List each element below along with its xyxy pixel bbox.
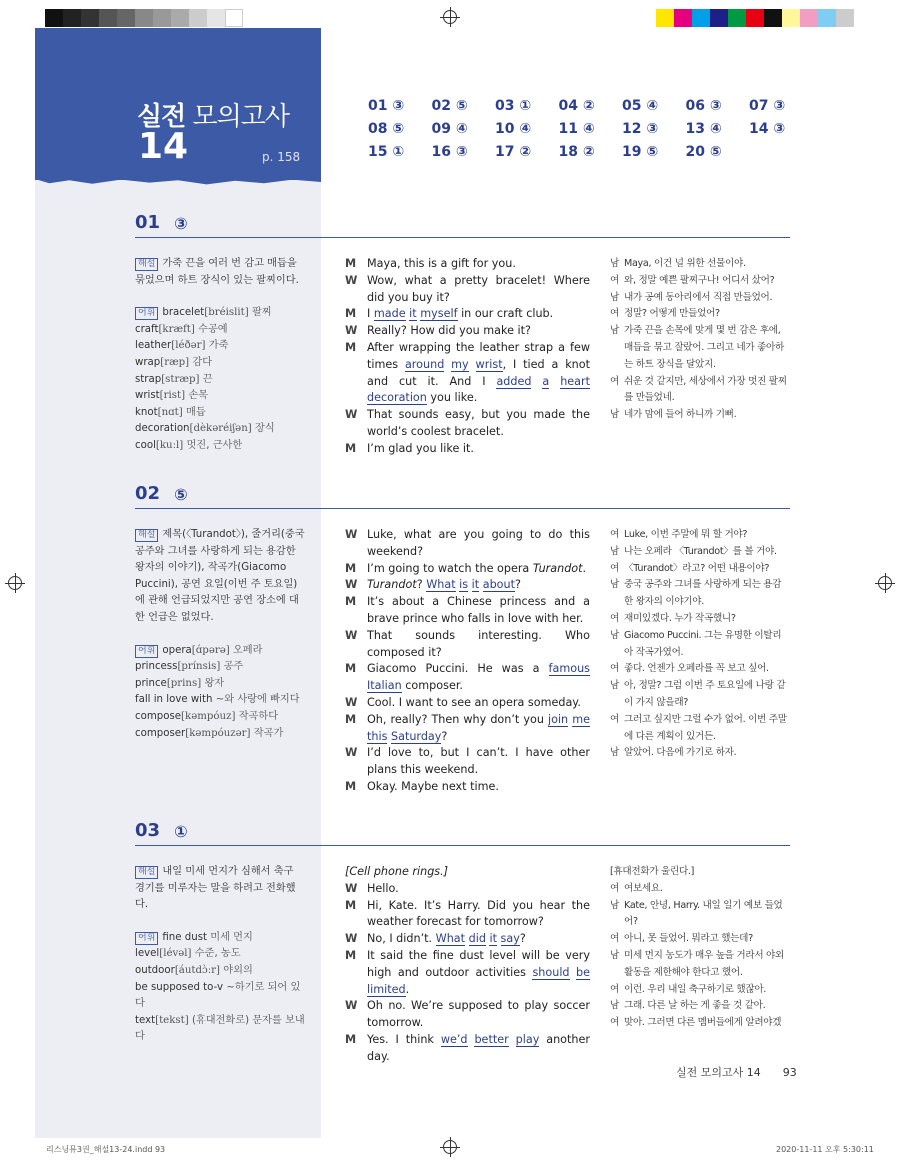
vocab-meaning: 작곡하다 [238, 710, 279, 722]
translation-line [610, 864, 790, 881]
translation-line [610, 628, 790, 662]
translation-text: 알았어. 다음에 가기로 하자. [624, 747, 737, 759]
answer-item: 02 ⑤ [431, 98, 468, 114]
answer-item: 06 ③ [685, 98, 722, 114]
translation-line [610, 577, 790, 611]
test-number: 14 [138, 126, 189, 167]
vocab-meaning: 감다 [192, 356, 213, 368]
vocab-pronunciation: [ɑ́pərə] [191, 644, 230, 656]
translation-line [610, 611, 790, 628]
translation-line [610, 948, 790, 982]
dialogue-line: W That sounds interesting. Who composed it? [345, 628, 590, 659]
vocab-word: wrap [135, 356, 161, 368]
explanation: 해설 내일 미세 먼지가 심해서 축구 경기를 미루자는 말을 하려고 전화했다. [135, 866, 296, 911]
translation-text: 정말? 어떻게 만들었어? [624, 308, 720, 320]
vocab-pronunciation: [kəmpóuzər] [185, 727, 251, 739]
dialogue-line: M Hi, Kate. It’s Harry. Did you hear the weather forecast for tomorrow? [345, 898, 590, 929]
translation-line [610, 982, 790, 999]
translation-text: 그래. 다른 날 하는 게 좋을 것 같아. [624, 1000, 766, 1012]
vocab-pronunciation: [nɑt] [157, 406, 183, 418]
vocab-word: bracelet [162, 307, 205, 319]
speaker-label: 여 [610, 713, 619, 725]
translation-text: 재미있겠다. 누가 작곡했니? [624, 612, 736, 624]
answer-item: 18 ② [558, 144, 595, 160]
translation-text: 그러고 싶지만 그럴 수가 없어. 이번 주말에 다른 계획이 있거든. [624, 713, 787, 742]
answer-item: 16 ③ [431, 144, 468, 160]
dialogue-line: W No, I didn’t. What did it say? [345, 932, 526, 946]
dialogue-line: M It said the fine dust level will be very high and outdoor activities should be limited. [345, 948, 590, 996]
vocab-pronunciation: [kəmpóuz] [181, 710, 236, 722]
dialogue-column [345, 256, 590, 458]
vocab-meaning: 작곡가 [253, 727, 284, 739]
translation-text: Luke, 이번 주말에 뭐 할 거야? [624, 529, 748, 540]
answer-item: 12 ③ [622, 121, 659, 137]
vocab-word: wrist [135, 390, 160, 402]
vocab-word: text [135, 1014, 156, 1026]
vocab-word: decoration [135, 423, 190, 435]
vocab-word: be supposed to-v [135, 981, 224, 993]
vocab-meaning: 팔찌 [251, 307, 272, 319]
crosshair-top-icon [443, 10, 457, 24]
translation-text: [휴대전화가 울린다.] [610, 866, 695, 877]
translation-text: 중국 공주와 그녀를 사랑하게 되는 용감한 왕자의 이야기야. [624, 579, 782, 608]
dialogue-line: W Luke, what are you going to do this weekend? [345, 528, 590, 558]
section-answer: ⑤ [174, 485, 188, 504]
answer-item: 10 ④ [495, 121, 532, 137]
translation-text: 가죽 끈을 손목에 맞게 몇 번 감은 후에, 매듭을 묶고 잘랐어. 그리고 네가 좋아하는 하트 장식을 달았지. [624, 325, 784, 370]
answer-item: 14 ③ [749, 121, 786, 137]
dialogue-line: W Hello. [345, 881, 399, 895]
translation-line [610, 931, 790, 948]
section-03 [135, 820, 790, 1063]
vocab-word: craft [135, 323, 159, 335]
vocab-item [135, 980, 305, 1013]
vocab-meaning: 수공예 [198, 323, 228, 335]
dialogue-line: W Turandot? What is it about? [345, 578, 521, 592]
translation-line [610, 407, 790, 424]
speaker-label: 여 [610, 562, 619, 574]
page-number: 93 [782, 1066, 797, 1079]
translation-text: Maya, 이건 널 위한 선물이야. [624, 258, 746, 269]
speaker-label: 남 [610, 680, 619, 692]
section-answer: ① [174, 822, 188, 841]
vocab-meaning: 멋진, 근사한 [186, 439, 243, 451]
section-number: 02 [135, 483, 161, 504]
translation-text: 쉬운 것 같지만, 세상에서 가장 멋진 팔찌를 만들었네. [624, 375, 787, 404]
dialogue-line: M I made it myself in our craft club. [345, 307, 554, 321]
vocab-item [135, 659, 305, 676]
answer-item: 03 ① [495, 98, 532, 114]
vocab-item [135, 405, 305, 422]
vocab-item [135, 643, 305, 660]
vocab-pronunciation: [dèkəréiʃən] [189, 423, 252, 435]
vocab-item [135, 338, 305, 355]
footer-title: 실전 모의고사 14 [676, 1066, 761, 1079]
vocab-item [135, 322, 305, 339]
speaker-label: 여 [610, 983, 619, 995]
translation-line [610, 712, 790, 746]
answer-item: 19 ⑤ [622, 144, 659, 160]
speaker-label: 남 [610, 899, 619, 911]
speaker-label: 여 [610, 308, 619, 320]
section-01 [135, 212, 790, 455]
vocab-item [135, 946, 305, 963]
dialogue-line: W Oh no. We’re supposed to play soccer tomorrow. [345, 999, 590, 1030]
vocab-pronunciation: [kræft] [158, 323, 195, 335]
answer-item: 05 ④ [622, 98, 659, 114]
dialogue-line: W Cool. I want to see an opera someday. [345, 695, 581, 709]
translation-line [610, 998, 790, 1015]
crosshair-right-icon [878, 576, 892, 590]
answer-item: 20 ⑤ [685, 144, 722, 160]
explanation: 해설 제목(〈Turandot〉), 줄거리(중국 공주와 그녀를 사랑하게 되는 용감한 왕자의 이야기), 작곡가(Giacomo Puccini), 공연 요일(이번 주 토요일)에 관해 언급되었지만 공연 장소에 대한 언급은 없었다. [135, 529, 305, 623]
answer-item: 13 ④ [685, 121, 722, 137]
vocab-meaning: 끈 [202, 373, 213, 385]
answer-key [368, 98, 798, 160]
answer-item: 08 ⑤ [368, 121, 405, 137]
section-answer: ③ [174, 214, 188, 233]
vocab-item [135, 676, 305, 693]
speaker-label: 여 [610, 529, 619, 540]
vocab-item [135, 388, 305, 405]
vocab-tag: 어휘 [135, 932, 158, 945]
explanation-column [135, 256, 305, 455]
vocab-word: princess [135, 661, 178, 673]
vocab-list [135, 305, 305, 454]
vocab-item [135, 963, 305, 980]
dialogue-line: M Okay. Maybe next time. [345, 779, 499, 793]
vocab-pronunciation: [áutdɔ̀ːr] [174, 964, 221, 976]
vocab-pronunciation: [prins] [166, 677, 202, 689]
vocab-meaning: ~하기로 되어 있다 [135, 981, 301, 1010]
vocab-item [135, 692, 305, 709]
vocab-meaning: 손목 [188, 390, 208, 402]
section-number: 03 [135, 820, 161, 841]
vocab-pronunciation: [bréislit] [204, 307, 249, 319]
speaker-label: 남 [610, 629, 619, 641]
vocab-list [135, 930, 305, 1046]
dialogue-line: M I’m glad you like it. [345, 441, 474, 455]
speaker-label: 여 [610, 612, 619, 624]
vocab-item [135, 930, 305, 947]
translation-text: Kate, 안녕, Harry. 내일 일기 예보 들었어? [624, 899, 783, 928]
dialogue-column [345, 527, 590, 796]
timestamp-slug: 2020-11-11 오후 5:30:11 [776, 1145, 874, 1154]
dialogue-line: W That sounds easy, but you made the world’s coolest bracelet. [345, 408, 590, 438]
translation-line [610, 898, 790, 932]
vocab-word: compose [135, 710, 182, 722]
translation-text: 내가 공예 동아리에서 직접 만들었어. [624, 291, 773, 303]
vocab-pronunciation: [léðər] [171, 340, 206, 352]
vocab-item [135, 438, 305, 455]
answer-item: 15 ① [368, 144, 405, 160]
explanation: 해설 가죽 끈을 여러 번 감고 매듭을 묶었으며 하트 장식이 있는 팔찌이다. [135, 258, 299, 286]
vocab-word: level [135, 948, 160, 960]
answer-item: 04 ② [558, 98, 595, 114]
file-slug: 리스닝뮤3권_해설13-24.indd 93 [46, 1145, 166, 1154]
vocab-word: fine dust [162, 931, 207, 943]
section-header [135, 483, 790, 509]
vocab-meaning: 오페라 [232, 644, 263, 656]
answer-item: 09 ④ [431, 121, 468, 137]
translation-line [610, 527, 790, 544]
translation-line [610, 678, 790, 712]
dialogue-line: M Giacomo Puccini. He was a famous Italian composer. [345, 662, 590, 693]
speaker-label: 여 [610, 1017, 619, 1029]
dialogue-line: M I’m going to watch the opera Turandot. [345, 561, 587, 575]
dialogue-line: W I’d love to, but I can’t. I have other plans this weekend. [345, 746, 590, 777]
vocab-tag: 어휘 [135, 645, 158, 658]
vocab-item [135, 709, 305, 726]
section-header [135, 820, 790, 846]
section-header [135, 212, 790, 238]
vocab-item [135, 305, 305, 322]
vocab-list [135, 643, 305, 743]
explain-tag: 해설 [135, 529, 158, 542]
answer-item: 07 ③ [749, 98, 786, 114]
dialogue-line: M Yes. I think we’d better play another day. [345, 1032, 590, 1063]
vocab-meaning: 공주 [223, 661, 244, 673]
vocab-item [135, 355, 305, 372]
answer-item: 01 ③ [368, 98, 405, 114]
vocab-word: knot [135, 406, 158, 418]
translation-column [610, 527, 790, 762]
dialogue-line: [Cell phone rings.] [345, 865, 449, 878]
vocab-pronunciation: [lévəl] [159, 948, 192, 960]
explanation-column [135, 864, 305, 1046]
vocab-item [135, 421, 305, 438]
speaker-label: 여 [610, 274, 619, 286]
speaker-label: 남 [610, 747, 619, 759]
vocab-meaning: 미세 먼지 [210, 931, 253, 943]
vocab-word: strap [135, 373, 162, 385]
translation-line [610, 745, 790, 762]
vocab-word: cool [135, 439, 156, 451]
translation-line [610, 544, 790, 561]
translation-column [610, 864, 790, 1032]
vocab-word: opera [162, 644, 192, 656]
speaker-label: 여 [610, 882, 619, 894]
vocab-meaning: ~와 사랑에 빠지다 [215, 694, 300, 706]
vocab-pronunciation: [kuːl] [155, 439, 184, 451]
explain-tag: 해설 [135, 866, 158, 879]
translation-text: 아, 정말? 그럼 이번 주 토요일에 나랑 같이 가지 않을래? [624, 680, 786, 708]
crosshair-left-icon [8, 576, 22, 590]
vocab-pronunciation: [stræp] [161, 373, 200, 385]
page-footer [676, 1064, 797, 1080]
registration-bar-color [656, 9, 854, 27]
vocab-meaning: 왕자 [204, 677, 225, 689]
dialogue-column [345, 864, 590, 1066]
answer-item: 17 ② [495, 144, 532, 160]
translation-line [610, 661, 790, 678]
vocab-item [135, 372, 305, 389]
dialogue-line: M Maya, this is a gift for you. [345, 257, 516, 270]
speaker-label: 남 [610, 1000, 619, 1012]
registration-bar-gray [45, 9, 243, 27]
explain-tag: 해설 [135, 258, 158, 271]
explanation-column [135, 527, 305, 742]
translation-text: 와, 정말 예쁜 팔찌구나! 어디서 샀어? [624, 274, 775, 286]
vocab-word: composer [135, 727, 186, 739]
vocab-meaning: 매듭 [185, 406, 206, 418]
section-02 [135, 483, 790, 793]
speaker-label: 여 [610, 933, 619, 945]
translation-line [610, 881, 790, 898]
translation-text: Giacomo Puccini. 그는 유명한 이탈리아 작곡가였어. [624, 629, 782, 658]
vocab-pronunciation: [prínsis] [177, 661, 221, 673]
translation-line [610, 561, 790, 578]
vocab-meaning: 가죽 [208, 340, 229, 352]
dialogue-line: W Really? How did you make it? [345, 324, 531, 338]
vocab-word: prince [135, 677, 167, 689]
translation-text: 네가 맘에 들어 하니까 기뻐. [624, 409, 737, 421]
speaker-label: 남 [610, 949, 619, 961]
translation-text: 아니, 못 들었어. 뭐라고 했는데? [624, 933, 753, 945]
speaker-label: 남 [610, 258, 619, 269]
vocab-item [135, 1013, 305, 1046]
speaker-label: 남 [610, 579, 619, 591]
translation-line [610, 1015, 790, 1032]
translation-line [610, 323, 790, 373]
translation-text: 나는 오페라 〈Turandot〉를 볼 거야. [624, 545, 777, 557]
vocab-meaning: (휴대전화로) 문자를 보내다 [135, 1014, 305, 1043]
speaker-label: 여 [610, 375, 619, 387]
dialogue-line: M Oh, really? Then why don’t you join me this Saturday? [345, 712, 591, 743]
translation-line [610, 290, 790, 307]
speaker-label: 남 [610, 545, 619, 557]
translation-line [610, 256, 790, 273]
translation-line [610, 306, 790, 323]
vocab-pronunciation: [tekst] [155, 1014, 189, 1026]
dialogue-line: W Wow, what a pretty bracelet! Where did you buy it? [345, 273, 590, 304]
speaker-label: 남 [610, 291, 619, 303]
translation-line [610, 374, 790, 408]
vocab-pronunciation: [ræp] [160, 356, 190, 368]
translation-text: 좋다. 언젠가 오페라를 꼭 보고 싶어. [624, 663, 769, 675]
speaker-label: 남 [610, 409, 619, 421]
translation-text: 여보세요. [624, 882, 663, 894]
translation-text: 맞아. 그러면 다른 멤버들에게 알려야겠 [624, 1017, 782, 1029]
vocab-tag: 어휘 [135, 307, 158, 320]
translation-column [610, 256, 790, 424]
vocab-pronunciation: [rist] [159, 390, 186, 402]
translation-text: 이런. 우리 내일 축구하기로 했잖아. [624, 983, 767, 995]
vocab-word: outdoor [135, 964, 175, 976]
section-number: 01 [135, 212, 161, 233]
vocab-word: fall in love with [135, 694, 213, 706]
vocab-meaning: 수준, 농도 [194, 948, 241, 960]
page-title: 실전 모의고사 [137, 102, 289, 132]
translation-text: 미세 먼지 농도가 매우 높을 거라서 야외 활동을 제한해야 한다고 했어. [624, 949, 784, 978]
dialogue-line: M After wrapping the leather strap a few times around my wrist, I tied a knot and cut it. And I added a heart decoration you like. [345, 340, 591, 405]
vocab-meaning: 야외의 [223, 964, 253, 976]
translation-text: 〈Turandot〉라고? 어떤 내용이야? [624, 562, 770, 574]
answer-item: 11 ④ [558, 121, 595, 137]
translation-line [610, 273, 790, 290]
vocab-meaning: 장식 [254, 423, 275, 435]
vocab-word: leather [135, 340, 172, 352]
vocab-item [135, 726, 305, 743]
dialogue-line: M It’s about a Chinese princess and a brave prince who falls in love with her. [345, 595, 590, 625]
speaker-label: 여 [610, 663, 619, 675]
page-reference: p. 158 [262, 150, 301, 164]
speaker-label: 남 [610, 325, 619, 337]
crosshair-bottom-icon [443, 1140, 457, 1154]
